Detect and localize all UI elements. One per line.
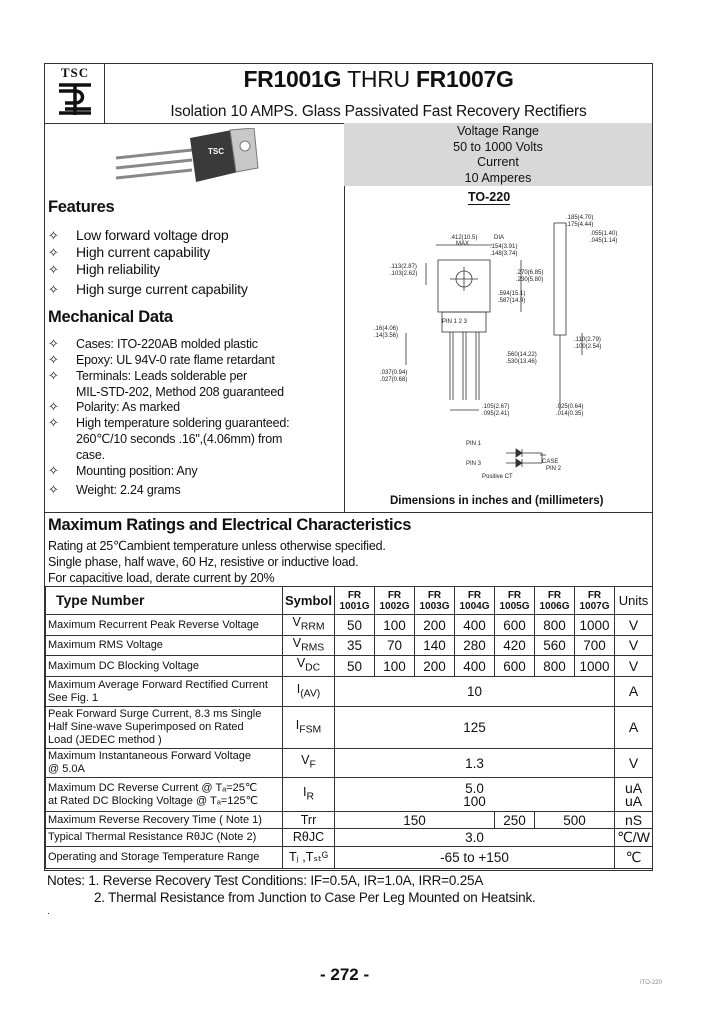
table-row: Maximum Recurrent Peak Reverse Voltage $V_{RRM}$ 50 100 200 400 600 800 1000 V [46,615,653,636]
table-header-row [46,587,653,615]
table-row: Maximum DC Reverse Current @ Tₐ=25℃ at Rated DC Blocking Voltage @ Tₐ=125℃ $I_R$ 5.0 100 uA uA [46,778,653,812]
svg-text:.14(3.56): .14(3.56) [374,333,399,339]
table-row: Maximum Average Forward Rectified Current See Fig. 1 $I_{(AV)}$ 10 A [46,677,653,707]
note-2: 2. Thermal Resistance from Junction to Case Per Leg Mounted on Heatsink. [94,890,536,905]
page-number: - 272 - [320,965,370,984]
feature-item: ✧ Low forward voltage drop [48,227,229,243]
part-header: FR 1004G [455,587,495,615]
range-box: Voltage Range 50 to 1000 Volts Current 10 Amperes [344,123,652,186]
svg-text:DIA: DIA [494,235,505,241]
svg-text:.100(2.54): .100(2.54) [574,344,602,350]
ratings-note: Rating at 25℃ambient temperature unless otherwise specified. [48,539,386,553]
mech-item: ✧ Epoxy: UL 94V-0 rate flame retardant [48,352,275,367]
part-photo [112,128,262,188]
svg-text:.16(4.06): .16(4.06) [374,326,399,332]
symbol-header: Symbol [283,587,335,615]
svg-text:.113(2.87): .113(2.87) [390,264,417,270]
table-row: Peak Forward Surge Current, 8.3 ms Single Half Sine-wave Superimposed on Rated Load (JEDEC method ) $I_{FSM}$ 125 A [46,707,653,749]
dimension-note: Dimensions in inches and (millimeters) [390,495,604,507]
mech-item: ✧ High temperature soldering guaranteed: 260℃/10 seconds .16",(4.06mm) from case. [48,415,290,462]
table-row: Typical Thermal Resistance RθJC (Note 2) RθJC 3.0 ℃/W [46,829,653,847]
table-row: Maximum RMS Voltage $V_{RMS}$ 35 70 140 280 420 560 700 V [46,636,653,656]
svg-text:PIN 1: PIN 1 [466,441,482,447]
svg-text:.530(13.46): .530(13.46) [506,359,537,365]
svg-text:.055(1.40): .055(1.40) [590,231,618,237]
svg-text:CASE: CASE [542,459,559,465]
mech-item: ✧ Cases: ITO-220AB molded plastic [48,336,258,351]
part-header: FR 1003G [415,587,455,615]
feature-item: ✧ High surge current capability [48,281,248,297]
ratings-note: Single phase, half wave, 60 Hz, resistive or inductive load. [48,555,359,569]
page-subtitle: Isolation 10 AMPS. Glass Passivated Fast Recovery Rectifiers [170,103,587,120]
svg-text:.103(2.62): .103(2.62) [390,271,418,277]
mech-item: ✧ Mounting position: Any [48,463,198,478]
svg-text:.027(0.68): .027(0.68) [380,377,408,383]
dimension-drawing [346,205,652,493]
chip-mark: TSC [208,147,224,156]
svg-text:Positive CT: Positive CT [482,474,513,480]
svg-text:.095(2.41): .095(2.41) [482,411,510,417]
note-dot: . [47,906,50,917]
svg-text:.154(3.91): .154(3.91) [490,244,518,250]
svg-text:.560(14.22): .560(14.22) [506,352,537,358]
star-bullet-icon: ✧ [48,352,59,367]
mechanical-heading: Mechanical Data [48,308,173,326]
package-name: TO-220 [468,190,511,204]
svg-text:.412(10.5): .412(10.5) [450,235,478,241]
part-header: FR 1001G [335,587,375,615]
svg-text:MAX: MAX [456,241,470,247]
mech-item: ✧ Weight: 2.24 grams [48,482,181,497]
feature-item: ✧ High reliability [48,261,160,277]
star-bullet-icon: ✧ [48,262,59,277]
svg-text:.175(4.44): .175(4.44) [566,222,594,228]
star-bullet-icon: ✧ [48,228,59,243]
part-header: FR 1002G [375,587,415,615]
units-header: Units [615,587,653,615]
logo-mark-icon [55,81,95,117]
star-bullet-icon: ✧ [48,415,59,430]
svg-text:.587(14.9): .587(14.9) [498,298,526,304]
part-header: FR 1007G [575,587,615,615]
ratings-heading: Maximum Ratings and Electrical Characteristics [48,516,412,534]
star-bullet-icon: ✧ [48,245,59,260]
part-header: FR 1006G [535,587,575,615]
table-row: Maximum DC Blocking Voltage $V_{DC}$ 50 100 200 400 600 800 1000 V [46,656,653,677]
company-logo: TSC [46,65,104,121]
part-header: FR 1005G [495,587,535,615]
svg-text:.025(0.64): .025(0.64) [556,404,584,410]
svg-text:.270(6.85): .270(6.85) [516,270,544,276]
svg-text:.045(1.14): .045(1.14) [590,238,618,244]
svg-text:.110(2.79): .110(2.79) [574,337,601,343]
ratings-table [45,586,653,869]
star-bullet-icon: ✧ [48,463,59,478]
svg-text:.594(15.1): .594(15.1) [498,291,526,297]
svg-text:.037(0.94): .037(0.94) [380,370,408,376]
table-row: Maximum Instantaneous Forward Voltage @ 5.0A $V_F$ 1.3 V [46,749,653,778]
svg-text:PIN 1 2 3: PIN 1 2 3 [442,319,468,325]
note-1: Notes: 1. Reverse Recovery Test Conditions: IF=0.5A, IR=1.0A, IRR=0.25A [47,873,484,888]
type-number-header: Type Number [46,587,283,615]
star-bullet-icon: ✧ [48,368,59,383]
section-divider [44,512,653,513]
svg-text:.185(4.70): .185(4.70) [566,215,594,221]
svg-text:.014(0.35): .014(0.35) [556,411,584,417]
star-bullet-icon: ✧ [48,336,59,351]
footer-code: ITO-220 [640,980,662,986]
page-title: FR1001G THRU FR1007G [243,66,514,92]
features-heading: Features [48,198,115,216]
mech-item: ✧ Terminals: Leads solderable per MIL-STD-202, Method 208 guaranteed [48,368,284,399]
ratings-note: For capacitive load, derate current by 20% [48,571,275,585]
star-bullet-icon: ✧ [48,282,59,297]
star-bullet-icon: ✧ [48,399,59,414]
table-row: Maximum Reverse Recovery Time ( Note 1) Trr 150 250 500 nS [46,812,653,829]
svg-text:PIN 3: PIN 3 [466,461,482,467]
mech-item: ✧ Polarity: As marked [48,399,180,414]
feature-item: ✧ High current capability [48,244,210,260]
star-bullet-icon: ✧ [48,482,59,497]
svg-text:.148(3.74): .148(3.74) [490,251,518,257]
svg-text:.105(2.67): .105(2.67) [482,404,510,410]
svg-text:PIN 2: PIN 2 [546,466,562,472]
svg-text:.230(5.80): .230(5.80) [516,277,544,283]
table-row: Operating and Storage Temperature Range Tⱼ ,Tₛₜᴳ -65 to +150 ℃ [46,847,653,869]
